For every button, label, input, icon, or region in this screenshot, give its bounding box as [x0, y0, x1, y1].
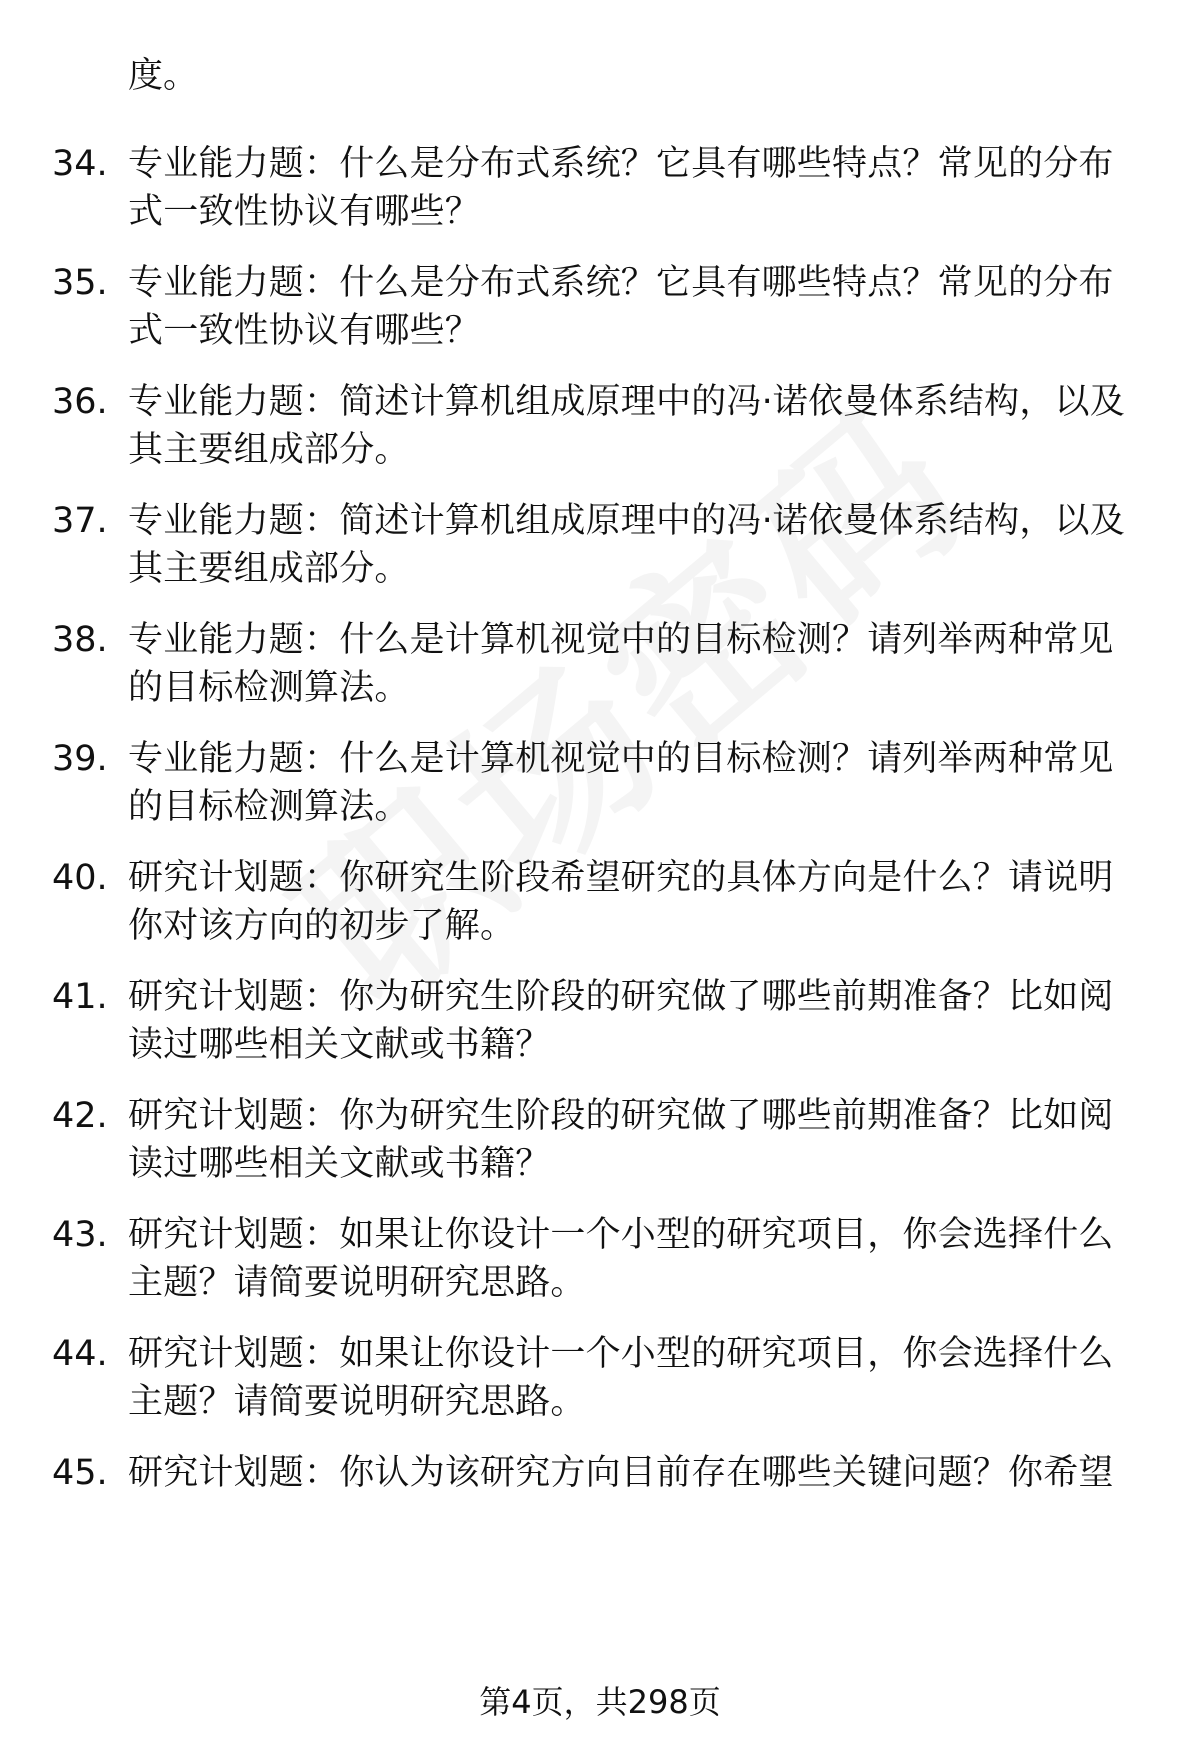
list-item	[0, 1211, 1200, 1331]
question-line-2: 你对该方向的初步了解。	[128, 906, 516, 946]
page-footer: 第4页，共298页	[479, 1683, 721, 1721]
question-text	[128, 854, 1148, 950]
list-item	[0, 616, 1200, 736]
question-line-1: 专业能力题：什么是计算机视觉中的目标检测？请列举两种常见	[128, 739, 1114, 779]
question-line-1: 研究计划题：如果让你设计一个小型的研究项目，你会选择什么	[128, 1215, 1114, 1255]
question-text	[128, 1449, 1148, 1497]
question-line-2: 其主要组成部分。	[128, 430, 410, 470]
question-number: 43.	[52, 1215, 108, 1255]
question-number: 40.	[52, 858, 108, 898]
question-line-1: 专业能力题：简述计算机组成原理中的冯·诺依曼体系结构，以及	[128, 382, 1125, 422]
question-number: 42.	[52, 1096, 108, 1136]
question-text	[128, 259, 1148, 355]
list-item	[0, 259, 1200, 379]
question-number: 36.	[52, 382, 108, 422]
question-number: 34.	[52, 144, 108, 184]
question-text	[128, 616, 1148, 712]
list-item	[0, 140, 1200, 260]
question-line-1: 专业能力题：简述计算机组成原理中的冯·诺依曼体系结构，以及	[128, 501, 1125, 541]
question-number: 41.	[52, 977, 108, 1017]
question-number: 35.	[52, 263, 108, 303]
question-line-1: 研究计划题：你为研究生阶段的研究做了哪些前期准备？比如阅	[128, 1096, 1114, 1136]
question-text	[128, 1330, 1148, 1426]
question-text	[128, 378, 1148, 474]
continued-text: 度。	[128, 56, 199, 96]
question-number: 39.	[52, 739, 108, 779]
list-item	[0, 1449, 1200, 1569]
question-number: 37.	[52, 501, 108, 541]
question-line-2: 主题？请简要说明研究思路。	[128, 1263, 586, 1303]
question-line-2: 式一致性协议有哪些？	[128, 311, 481, 351]
question-line-2: 主题？请简要说明研究思路。	[128, 1382, 586, 1422]
question-line-1: 研究计划题：你为研究生阶段的研究做了哪些前期准备？比如阅	[128, 977, 1114, 1017]
question-line-2: 式一致性协议有哪些？	[128, 192, 481, 232]
question-line-1: 专业能力题：什么是计算机视觉中的目标检测？请列举两种常见	[128, 620, 1114, 660]
question-text	[128, 497, 1148, 593]
question-line-2: 的目标检测算法。	[128, 668, 410, 708]
question-text	[128, 973, 1148, 1069]
question-number: 44.	[52, 1334, 108, 1374]
question-line-1: 研究计划题：如果让你设计一个小型的研究项目，你会选择什么	[128, 1334, 1114, 1374]
list-item	[0, 973, 1200, 1093]
question-line-2: 的目标检测算法。	[128, 787, 410, 827]
list-item	[0, 1330, 1200, 1450]
question-number: 38.	[52, 620, 108, 660]
list-item	[0, 854, 1200, 974]
question-text	[128, 140, 1148, 236]
question-line-1: 研究计划题：你认为该研究方向目前存在哪些关键问题？你希望	[128, 1453, 1114, 1493]
question-line-1: 研究计划题：你研究生阶段希望研究的具体方向是什么？请说明	[128, 858, 1114, 898]
list-item	[0, 497, 1200, 617]
question-text	[128, 735, 1148, 831]
question-text	[128, 1211, 1148, 1307]
list-item	[0, 1092, 1200, 1212]
question-line-1: 专业能力题：什么是分布式系统？它具有哪些特点？常见的分布	[128, 144, 1114, 184]
question-line-2: 读过哪些相关文献或书籍？	[128, 1025, 551, 1065]
question-number: 45.	[52, 1453, 108, 1493]
list-item	[0, 735, 1200, 855]
question-text	[128, 1092, 1148, 1188]
question-line-1: 专业能力题：什么是分布式系统？它具有哪些特点？常见的分布	[128, 263, 1114, 303]
question-line-2: 读过哪些相关文献或书籍？	[128, 1144, 551, 1184]
list-item	[0, 378, 1200, 498]
question-line-2: 其主要组成部分。	[128, 549, 410, 589]
